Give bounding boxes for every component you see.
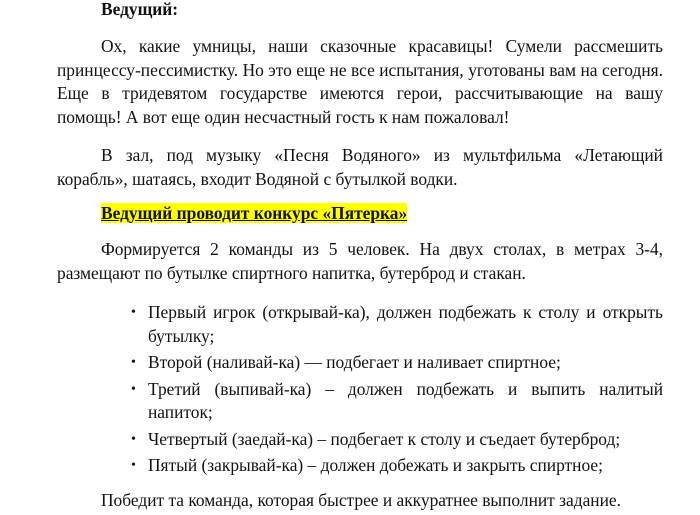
- list-item: [57, 428, 663, 452]
- paragraph-teams-setup: Формируется 2 команды из 5 человек. На двух столах, в метрах 3-4, размещают по бутылке спиртного напитка, бутерброд и стакан.: [57, 239, 663, 283]
- list-item-text: Второй (наливай-ка) — подбегает и наливает спиртное;: [148, 352, 561, 372]
- list-item-text: Пятый (закрывай-ка) – должен добежать и закрыть спиртное;: [148, 455, 603, 475]
- contest-heading-line: [57, 202, 663, 226]
- bullet-icon: •: [131, 305, 136, 320]
- paragraph-winner: Победит та команда, которая быстрее и аккуратнее выполнит задание.: [101, 490, 621, 510]
- paragraph-vodyanoy-entrance: В зал, под музыку «Песня Водяного» из мультфильма «Летающий корабль», шатаясь, входит Водяной с бутылкой водки.: [57, 145, 663, 189]
- bullet-icon: •: [131, 431, 136, 447]
- contest-heading: Ведущий проводит конкурс «Пятерка»: [101, 203, 408, 223]
- steps-list: [57, 301, 663, 481]
- list-item-text: Третий (выпивай-ка) – должен подбежать и выпить налитый напиток;: [148, 378, 663, 422]
- bullet-icon: •: [131, 355, 136, 370]
- bullet-icon: •: [131, 458, 136, 473]
- list-item: [57, 454, 663, 478]
- paragraph-host-speech: Ох, какие умницы, наши сказочные красавицы! Сумели рассмешить принцессу-пессимистку. Но это еще не все испытания, уготованы вам на сегодня. Еще в тридевятом государстве имеются герои, рассчитывающие на вашу помощь! А вот еще один несчастный гость к нам пожаловал!: [57, 36, 663, 127]
- host-label: Ведущий:: [101, 0, 179, 19]
- list-item-text: Первый игрок (открывай-ка), должен подбежать к столу и открыть бутылку;: [148, 302, 663, 346]
- list-item: [57, 301, 663, 348]
- list-item: [57, 378, 663, 425]
- bullet-icon: •: [131, 381, 136, 397]
- list-item: [57, 351, 663, 375]
- list-item-text: Четвертый (заедай-ка) – подбегает к столу и съедает бутерброд;: [148, 428, 621, 449]
